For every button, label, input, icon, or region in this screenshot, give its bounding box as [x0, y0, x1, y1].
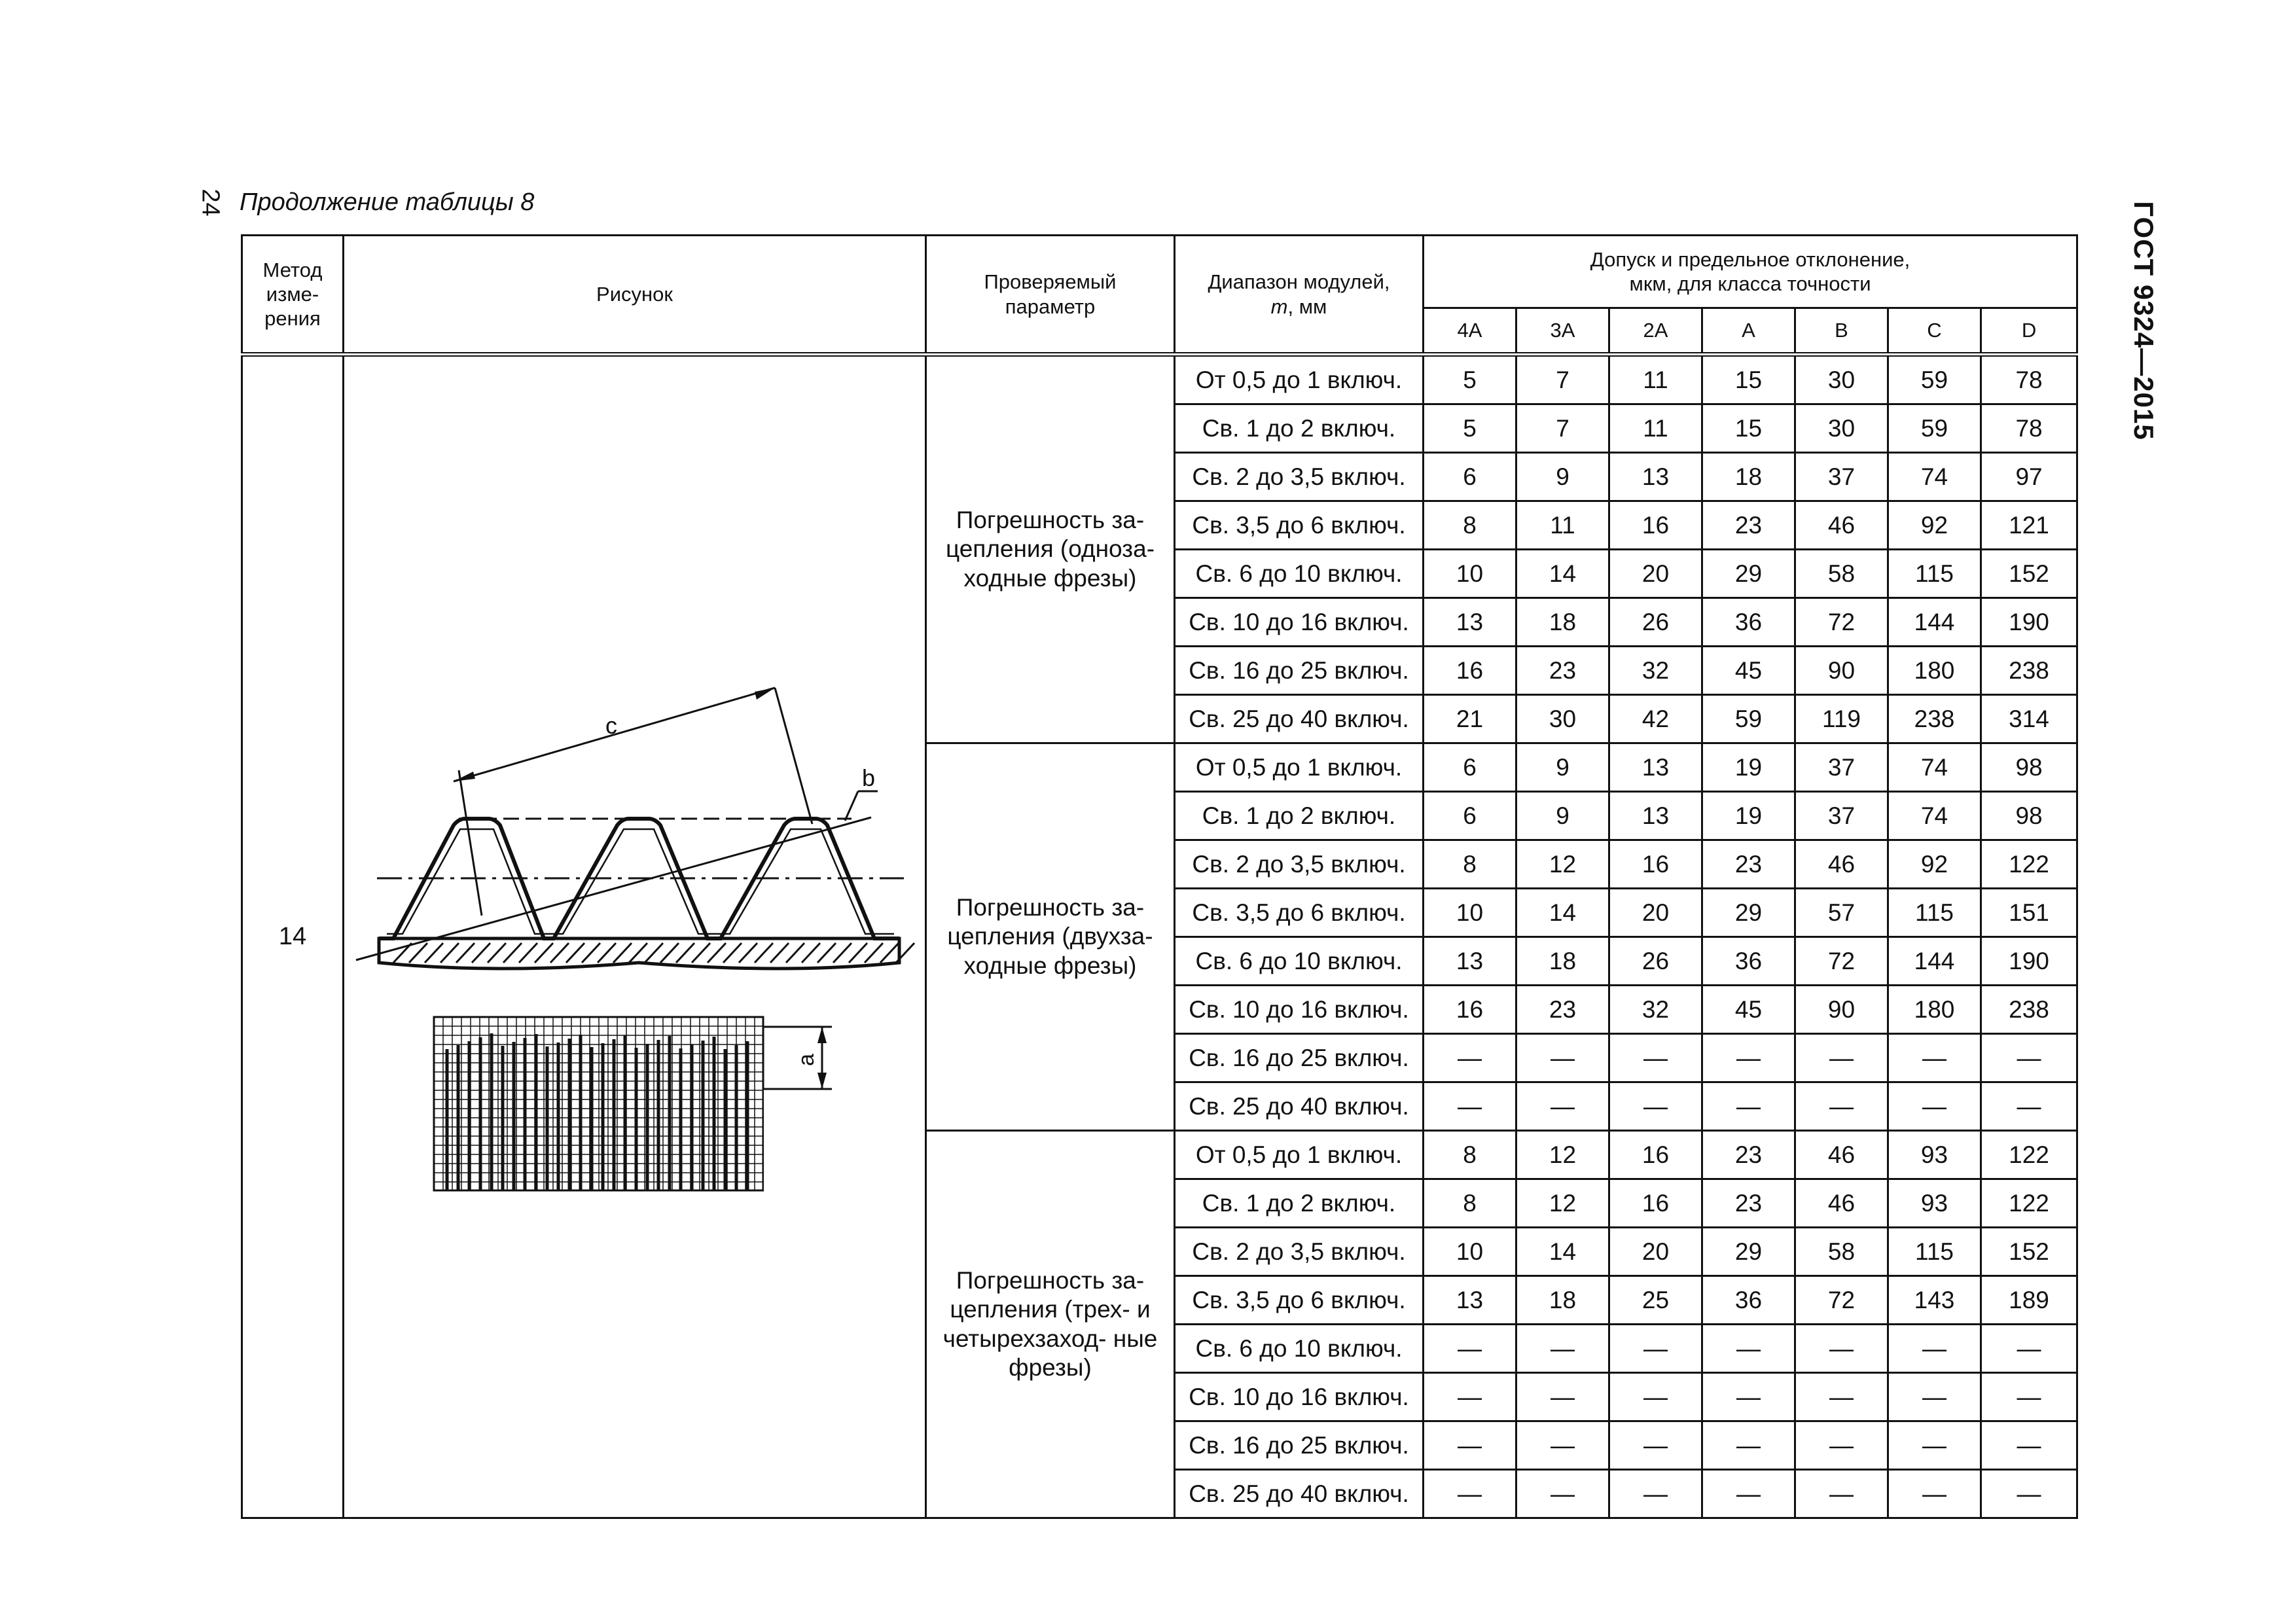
hatch-line	[645, 943, 663, 963]
hatch-line	[613, 943, 632, 963]
tolerance-value: —	[1795, 1082, 1888, 1131]
tolerance-value: 18	[1516, 1276, 1609, 1325]
figure-cell	[344, 355, 926, 1518]
tolerance-value: 74	[1888, 743, 1981, 792]
tolerance-value: —	[1516, 1034, 1609, 1082]
tolerance-value: —	[1795, 1470, 1888, 1518]
tolerance-value: 14	[1516, 1228, 1609, 1276]
tolerance-value: 46	[1795, 1179, 1888, 1228]
tolerance-value: 36	[1702, 1276, 1795, 1325]
table-row	[242, 355, 2077, 404]
tolerance-value: 13	[1609, 453, 1702, 501]
tolerance-value: 37	[1795, 792, 1888, 840]
tolerance-value: 115	[1888, 1228, 1981, 1276]
base-strip	[379, 938, 899, 969]
tolerance-value: 144	[1888, 598, 1981, 647]
hatch-line	[849, 943, 867, 963]
hatch-line	[865, 943, 883, 963]
tolerance-value: 180	[1888, 986, 1981, 1034]
tolerance-value: 37	[1795, 453, 1888, 501]
tolerance-value: 13	[1424, 598, 1516, 647]
tolerance-value: 97	[1981, 453, 2077, 501]
tolerance-value: 18	[1516, 598, 1609, 647]
tolerance-value: 18	[1516, 937, 1609, 986]
tolerance-value: 23	[1702, 1179, 1795, 1228]
tolerance-value: 5	[1424, 355, 1516, 404]
tolerance-value: 151	[1981, 889, 2077, 937]
tolerance-value: 314	[1981, 695, 2077, 743]
tolerance-value: 59	[1888, 355, 1981, 404]
tolerance-value: 11	[1516, 501, 1609, 550]
hatch-line	[739, 943, 757, 963]
module-range: От 0,5 до 1 включ.	[1175, 355, 1424, 404]
tolerance-value: 10	[1424, 889, 1516, 937]
tolerance-value: 6	[1424, 792, 1516, 840]
tolerance-value: 180	[1888, 647, 1981, 695]
tolerance-value: 122	[1981, 1179, 2077, 1228]
tolerance-value: 90	[1795, 986, 1888, 1034]
tolerance-value: —	[1888, 1470, 1981, 1518]
tolerance-value: 20	[1609, 1228, 1702, 1276]
tolerance-value: 42	[1609, 695, 1702, 743]
tolerance-value: —	[1981, 1325, 2077, 1373]
tolerance-value: 36	[1702, 937, 1795, 986]
hatch-line	[582, 943, 600, 963]
tolerance-value: 5	[1424, 404, 1516, 453]
tolerance-value: 190	[1981, 937, 2077, 986]
header-tolerance	[1424, 236, 2077, 308]
tolerance-value: 19	[1702, 792, 1795, 840]
tolerance-value: 13	[1424, 1276, 1516, 1325]
tolerance-value: 10	[1424, 550, 1516, 598]
tolerance-value: 152	[1981, 550, 2077, 598]
hatch-line	[488, 943, 506, 963]
tolerance-value: —	[1516, 1470, 1609, 1518]
tolerance-value: —	[1424, 1421, 1516, 1470]
tolerance-value: 20	[1609, 889, 1702, 937]
tolerance-value: 30	[1795, 404, 1888, 453]
tolerance-value: 46	[1795, 501, 1888, 550]
tolerance-value: 9	[1516, 453, 1609, 501]
tolerance-value: 74	[1888, 792, 1981, 840]
tolerance-value: —	[1702, 1470, 1795, 1518]
tolerance-value: 190	[1981, 598, 2077, 647]
hatch-line	[409, 943, 427, 963]
module-range: Св. 25 до 40 включ.	[1175, 1470, 1424, 1518]
tolerance-value: 238	[1981, 647, 2077, 695]
tolerance-value: 37	[1795, 743, 1888, 792]
hatch-line	[833, 943, 852, 963]
tolerance-value: 8	[1424, 1179, 1516, 1228]
tolerance-value: 143	[1888, 1276, 1981, 1325]
tolerance-value: 46	[1795, 1131, 1888, 1179]
tolerance-value: 59	[1702, 695, 1795, 743]
header-figure: Рисунок	[344, 236, 926, 355]
tolerance-value: 20	[1609, 550, 1702, 598]
arrow-a-bottom	[817, 1073, 827, 1089]
tolerance-value: —	[1888, 1082, 1981, 1131]
hatch-line	[425, 943, 443, 963]
hatch-line	[550, 943, 569, 963]
tolerance-value: —	[1424, 1034, 1516, 1082]
tolerance-value: 10	[1424, 1228, 1516, 1276]
tolerance-value: 72	[1795, 937, 1888, 986]
tolerance-value: —	[1981, 1373, 2077, 1421]
tolerance-value: 152	[1981, 1228, 2077, 1276]
tolerance-value: 15	[1702, 404, 1795, 453]
tolerance-value: 238	[1981, 986, 2077, 1034]
tolerance-value: —	[1981, 1470, 2077, 1518]
module-range: Св. 1 до 2 включ.	[1175, 1179, 1424, 1228]
tolerance-value: 13	[1609, 792, 1702, 840]
hatch-line	[802, 943, 820, 963]
tolerance-value: 12	[1516, 1131, 1609, 1179]
hatch-line	[723, 943, 742, 963]
tolerance-value: —	[1609, 1082, 1702, 1131]
tolerance-value: 30	[1516, 695, 1609, 743]
tolerance-value: 119	[1795, 695, 1888, 743]
header-class-0: 4А	[1424, 308, 1516, 355]
tolerance-value: 18	[1702, 453, 1795, 501]
tolerance-value: 23	[1702, 501, 1795, 550]
tolerance-value: 16	[1609, 1179, 1702, 1228]
parameter-name: Погрешность за- цепления (двухза- ходные фрезы)	[926, 743, 1175, 1131]
module-range: От 0,5 до 1 включ.	[1175, 1131, 1424, 1179]
header-parameter: Проверяемый параметр	[926, 236, 1175, 355]
tolerance-value: 74	[1888, 453, 1981, 501]
tolerance-value: 16	[1609, 501, 1702, 550]
tolerance-value: 122	[1981, 840, 2077, 889]
tolerance-value: —	[1516, 1325, 1609, 1373]
tolerance-value: —	[1424, 1373, 1516, 1421]
tolerance-value: 72	[1795, 598, 1888, 647]
tolerance-value: 45	[1702, 647, 1795, 695]
module-range: От 0,5 до 1 включ.	[1175, 743, 1424, 792]
module-range: Св. 16 до 25 включ.	[1175, 1421, 1424, 1470]
tolerance-value: 23	[1516, 647, 1609, 695]
tolerance-value: 238	[1888, 695, 1981, 743]
tolerance-value: 12	[1516, 1179, 1609, 1228]
module-range: Св. 3,5 до 6 включ.	[1175, 501, 1424, 550]
tolerance-value: —	[1424, 1325, 1516, 1373]
tolerance-value: 29	[1702, 889, 1795, 937]
tolerance-value: —	[1424, 1470, 1516, 1518]
tolerance-value: 6	[1424, 743, 1516, 792]
tolerance-value: 58	[1795, 550, 1888, 598]
label-a: a	[794, 1054, 819, 1066]
tolerance-value: —	[1702, 1421, 1795, 1470]
hatch-line	[817, 943, 836, 963]
module-range: Св. 25 до 40 включ.	[1175, 1082, 1424, 1131]
tolerance-value: 36	[1702, 598, 1795, 647]
tolerance-value: 23	[1702, 1131, 1795, 1179]
hatch-line	[519, 943, 537, 963]
tolerance-value: 14	[1516, 889, 1609, 937]
tolerance-value: 90	[1795, 647, 1888, 695]
module-range: Св. 25 до 40 включ.	[1175, 695, 1424, 743]
tolerance-value: —	[1424, 1082, 1516, 1131]
tolerance-value: 57	[1795, 889, 1888, 937]
label-c: c	[605, 712, 617, 739]
tolerance-value: 115	[1888, 550, 1981, 598]
tolerance-value: 16	[1609, 1131, 1702, 1179]
tolerance-value: —	[1981, 1421, 2077, 1470]
tolerance-value: 93	[1888, 1131, 1981, 1179]
hatch-line	[692, 943, 710, 963]
tolerance-value: 7	[1516, 355, 1609, 404]
module-range: Св. 6 до 10 включ.	[1175, 550, 1424, 598]
tolerance-value: 14	[1516, 550, 1609, 598]
module-range: Св. 10 до 16 включ.	[1175, 986, 1424, 1034]
standard-id	[2121, 183, 2166, 458]
tolerance-value: 189	[1981, 1276, 2077, 1325]
tolerance-value: —	[1609, 1373, 1702, 1421]
hatch-line	[440, 943, 459, 963]
tolerance-value: 30	[1795, 355, 1888, 404]
tolerance-value: 115	[1888, 889, 1981, 937]
hatch-line	[566, 943, 584, 963]
hatch-line	[755, 943, 773, 963]
tolerance-value: 6	[1424, 453, 1516, 501]
tolerance-value: 15	[1702, 355, 1795, 404]
hatch-line	[770, 943, 789, 963]
page-number: 24	[196, 188, 224, 217]
label-b: b	[862, 764, 876, 791]
hatch-line	[503, 943, 522, 963]
tolerance-value: 23	[1516, 986, 1609, 1034]
tolerance-value: —	[1888, 1421, 1981, 1470]
tolerance-value: 11	[1609, 355, 1702, 404]
module-range: Св. 1 до 2 включ.	[1175, 792, 1424, 840]
tolerance-value: 16	[1424, 986, 1516, 1034]
tolerance-value: 32	[1609, 647, 1702, 695]
extension-line-left	[459, 770, 482, 916]
tolerance-value: —	[1609, 1421, 1702, 1470]
tolerance-value: 13	[1424, 937, 1516, 986]
hatch-line	[535, 943, 553, 963]
tolerance-value: 98	[1981, 743, 2077, 792]
module-range: Св. 10 до 16 включ.	[1175, 1373, 1424, 1421]
tolerance-value: 21	[1424, 695, 1516, 743]
tolerance-value: —	[1702, 1082, 1795, 1131]
module-range: Св. 10 до 16 включ.	[1175, 598, 1424, 647]
tolerance-value: 72	[1795, 1276, 1888, 1325]
tolerance-value: 144	[1888, 937, 1981, 986]
tolerance-value: 26	[1609, 937, 1702, 986]
tolerance-value: 32	[1609, 986, 1702, 1034]
hatch-line	[880, 943, 899, 963]
tolerance-value: —	[1888, 1325, 1981, 1373]
tolerance-value: 92	[1888, 501, 1981, 550]
tolerance-value: 45	[1702, 986, 1795, 1034]
hatch-line	[786, 943, 804, 963]
tolerance-value: —	[1795, 1034, 1888, 1082]
tolerance-value: 16	[1609, 840, 1702, 889]
module-range: Св. 6 до 10 включ.	[1175, 1325, 1424, 1373]
tolerance-value: —	[1888, 1373, 1981, 1421]
tolerance-value: —	[1981, 1034, 2077, 1082]
header-tolerance-line1: Допуск и предельное отклонение,	[1590, 247, 1910, 271]
tolerance-value: 26	[1609, 598, 1702, 647]
tolerance-value: 8	[1424, 1131, 1516, 1179]
module-range: Св. 16 до 25 включ.	[1175, 647, 1424, 695]
tolerance-value: —	[1702, 1373, 1795, 1421]
tolerance-value: 93	[1888, 1179, 1981, 1228]
tolerance-value: 122	[1981, 1131, 2077, 1179]
hatch-line	[598, 943, 616, 963]
header-module-range	[1175, 236, 1424, 355]
module-range: Св. 6 до 10 включ.	[1175, 937, 1424, 986]
hatch-line	[456, 943, 475, 963]
header-class-1: 3А	[1516, 308, 1609, 355]
module-range: Св. 1 до 2 включ.	[1175, 404, 1424, 453]
tolerance-value: 9	[1516, 743, 1609, 792]
tolerance-value: 46	[1795, 840, 1888, 889]
parameter-name: Погрешность за- цепления (одноза- ходные фрезы)	[926, 355, 1175, 743]
method-number: 14	[242, 355, 344, 1518]
header-class-2: 2А	[1609, 308, 1702, 355]
tolerance-value: 29	[1702, 550, 1795, 598]
tolerance-value: 8	[1424, 501, 1516, 550]
standard-id-text: ГОСТ 9324—2015	[2128, 201, 2159, 440]
trace-gap	[764, 1089, 790, 1194]
arrow-a-top	[817, 1027, 827, 1043]
tolerance-value: —	[1702, 1325, 1795, 1373]
arrow-c-left	[454, 772, 475, 781]
tolerance-value: —	[1702, 1034, 1795, 1082]
tolerance-value: 7	[1516, 404, 1609, 453]
tolerance-value: 13	[1609, 743, 1702, 792]
module-range: Св. 3,5 до 6 включ.	[1175, 889, 1424, 937]
tolerance-value: —	[1795, 1421, 1888, 1470]
arrow-c-right	[755, 688, 775, 700]
tolerance-value: —	[1981, 1082, 2077, 1131]
header-class-4: В	[1795, 308, 1888, 355]
extension-line-right	[775, 688, 812, 824]
tolerance-value: —	[1609, 1470, 1702, 1518]
tolerance-value: 25	[1609, 1276, 1702, 1325]
tolerance-value: —	[1795, 1325, 1888, 1373]
hatch-line	[676, 943, 694, 963]
tolerance-value: —	[1516, 1373, 1609, 1421]
header-module-unit: , мм	[1287, 294, 1327, 318]
tolerance-value: 78	[1981, 355, 2077, 404]
module-range: Св. 16 до 25 включ.	[1175, 1034, 1424, 1082]
hatch-line	[708, 943, 726, 963]
module-range: Св. 2 до 3,5 включ.	[1175, 453, 1424, 501]
tolerance-value: 16	[1424, 647, 1516, 695]
tolerance-value: 98	[1981, 792, 2077, 840]
tolerance-value: 92	[1888, 840, 1981, 889]
header-class-5: С	[1888, 308, 1981, 355]
tolerance-value: 9	[1516, 792, 1609, 840]
header-module-symbol: m	[1270, 294, 1288, 318]
tolerance-value: 23	[1702, 840, 1795, 889]
tolerance-value: 78	[1981, 404, 2077, 453]
tolerance-value: 29	[1702, 1228, 1795, 1276]
tolerance-value: 8	[1424, 840, 1516, 889]
tolerance-value: —	[1888, 1034, 1981, 1082]
header-class-6: D	[1981, 308, 2077, 355]
hatch-line	[629, 943, 647, 963]
tolerance-value: 59	[1888, 404, 1981, 453]
hatch-line	[472, 943, 490, 963]
module-range: Св. 2 до 3,5 включ.	[1175, 840, 1424, 889]
module-range: Св. 2 до 3,5 включ.	[1175, 1228, 1424, 1276]
header-class-3: А	[1702, 308, 1795, 355]
tolerance-value: —	[1609, 1034, 1702, 1082]
header-method: Метод изме- рения	[242, 236, 344, 355]
table-caption: Продолжение таблицы 8	[240, 188, 535, 216]
tolerance-value: —	[1609, 1325, 1702, 1373]
hatch-line	[660, 943, 679, 963]
hob-figure	[344, 357, 927, 1535]
tolerance-value: —	[1795, 1373, 1888, 1421]
tolerance-value: —	[1516, 1421, 1609, 1470]
tolerance-value: 12	[1516, 840, 1609, 889]
module-range: Св. 3,5 до 6 включ.	[1175, 1276, 1424, 1325]
label-b-leader	[845, 791, 858, 821]
tolerance-value: 58	[1795, 1228, 1888, 1276]
tolerance-table	[241, 234, 2078, 1519]
parameter-name: Погрешность за- цепления (трех- и четырехзаход- ные фрезы)	[926, 1131, 1175, 1518]
tolerance-value: 11	[1609, 404, 1702, 453]
header-module-range-line1: Диапазон модулей,	[1208, 270, 1390, 294]
tolerance-value: 19	[1702, 743, 1795, 792]
header-tolerance-line2: мкм, для класса точности	[1629, 272, 1871, 295]
tolerance-value: 121	[1981, 501, 2077, 550]
tolerance-value: —	[1516, 1082, 1609, 1131]
